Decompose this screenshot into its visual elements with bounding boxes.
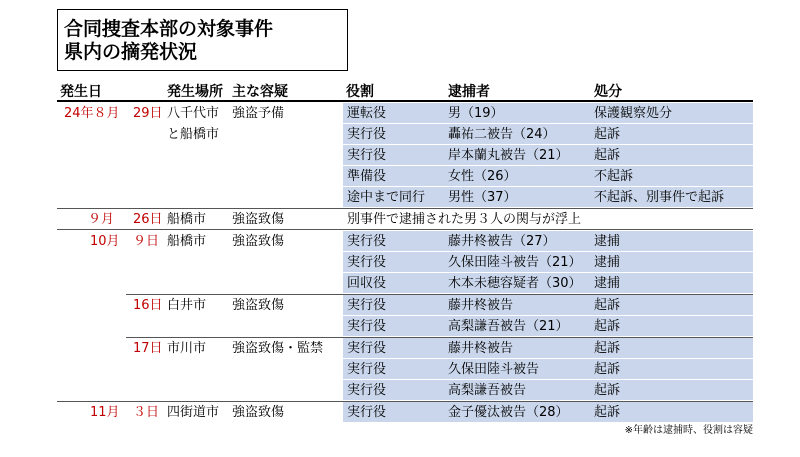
disposition-cell: 起訴 — [594, 298, 621, 313]
date-cell: 24年８月 — [64, 106, 120, 121]
table-row — [0, 273, 800, 294]
day-cell: 16日 — [133, 298, 163, 313]
table-row — [0, 124, 800, 145]
disposition-cell: 起訴 — [594, 362, 621, 377]
arrested-cell: 藤井柊被告（27） — [448, 234, 556, 249]
table-row — [0, 338, 800, 359]
date-cell: 11月 — [90, 405, 120, 420]
title-box — [57, 9, 348, 71]
disposition-cell: 起訴 — [594, 127, 621, 142]
page-subtitle: 県内の摘発状況 — [64, 41, 198, 63]
arrested-cell: 轟祐二被告（24） — [448, 127, 556, 142]
table-row — [0, 209, 800, 230]
header-disposition: 処分 — [594, 84, 622, 100]
table-row — [0, 402, 800, 423]
date-cell: 10月 — [90, 234, 120, 249]
disposition-cell: 不起訴、別事件で起訴 — [594, 190, 725, 205]
table-row — [0, 231, 800, 252]
role-cell: 運転役 — [347, 106, 387, 121]
role-cell: 実行役 — [347, 405, 387, 420]
place-cell: 市川市 — [167, 341, 207, 356]
table-row — [0, 295, 800, 316]
role-cell: 実行役 — [347, 319, 387, 334]
role-cell: 実行役 — [347, 298, 387, 313]
row-band — [343, 295, 753, 316]
footnote: ※年齢は逮捕時、役割は容疑 — [624, 425, 753, 436]
arrested-cell: 高梨謙吾被告 — [448, 383, 527, 398]
place-cell: 船橋市 — [167, 212, 207, 227]
header-rule — [57, 100, 753, 102]
day-cell: 29日 — [133, 106, 163, 121]
arrested-cell: 金子優汰被告（28） — [448, 405, 569, 420]
disposition-cell: 起訴 — [594, 341, 621, 356]
arrested-cell: 女性（26） — [448, 169, 517, 184]
date-cell: ９月 — [88, 212, 115, 227]
row-band — [343, 380, 753, 401]
table-row — [0, 252, 800, 273]
arrested-cell: 高梨謙吾被告（21） — [448, 319, 569, 334]
disposition-cell: 起訴 — [594, 405, 621, 420]
role-cell: 準備役 — [347, 169, 387, 184]
role-cell: 実行役 — [347, 148, 387, 163]
header-date: 発生日 — [60, 84, 102, 100]
day-cell: 26日 — [133, 212, 163, 227]
disposition-cell: 不起訴 — [594, 169, 634, 184]
header-arrested: 逮捕者 — [448, 84, 490, 100]
role-cell: 途中まで同行 — [347, 190, 426, 205]
day-cell: 17日 — [133, 341, 163, 356]
charge-cell: 強盗致傷 — [232, 405, 285, 420]
arrested-cell: 岸本蘭丸被告（21） — [448, 148, 569, 163]
arrested-cell: 男性（37） — [448, 190, 517, 205]
disposition-cell: 起訴 — [594, 319, 621, 334]
table-row — [0, 380, 800, 401]
charge-cell: 強盗予備 — [232, 106, 285, 121]
charge-cell: 強盗致傷・監禁 — [232, 341, 324, 356]
disposition-cell: 起訴 — [594, 148, 621, 163]
disposition-cell: 保護観察処分 — [594, 106, 673, 121]
role-cell: 実行役 — [347, 255, 387, 270]
arrested-cell: 木本未穂容疑者（30） — [448, 276, 582, 291]
header-place: 発生場所 — [167, 84, 223, 100]
table-row — [0, 359, 800, 380]
charge-cell: 強盗致傷 — [232, 298, 285, 313]
arrested-cell: 藤井柊被告 — [448, 341, 514, 356]
place-cell: と船橋市 — [167, 127, 220, 142]
charge-cell: 強盗致傷 — [232, 212, 285, 227]
role-cell: 実行役 — [347, 127, 387, 142]
row-band — [343, 338, 753, 359]
row-band — [343, 166, 753, 187]
place-cell: 八千代市 — [167, 106, 220, 121]
disposition-cell: 逮捕 — [594, 255, 621, 270]
day-cell: ３日 — [133, 405, 160, 420]
role-cell: 実行役 — [347, 383, 387, 398]
role-cell: 実行役 — [347, 234, 387, 249]
disposition-cell: 逮捕 — [594, 276, 621, 291]
table-row — [0, 103, 800, 124]
disposition-cell: 起訴 — [594, 383, 621, 398]
arrested-cell: 久保田陸斗被告 — [448, 362, 540, 377]
header-role: 役割 — [346, 84, 374, 100]
day-cell: ９日 — [133, 234, 160, 249]
place-cell: 白井市 — [167, 298, 207, 313]
role-cell: 実行役 — [347, 362, 387, 377]
arrested-cell: 男（19） — [448, 106, 504, 121]
table-row — [0, 316, 800, 337]
arrested-cell: 久保田陸斗被告（21） — [448, 255, 582, 270]
group-rule — [57, 229, 753, 230]
table-row — [0, 187, 800, 208]
row-band — [343, 103, 753, 124]
page-title: 合同捜査本部の対象事件 — [64, 18, 274, 40]
table-row — [0, 166, 800, 187]
row-band — [343, 359, 753, 380]
role-cell: 実行役 — [347, 341, 387, 356]
place-cell: 船橋市 — [167, 234, 207, 249]
charge-cell: 強盗致傷 — [232, 234, 285, 249]
arrested-cell: 藤井柊被告 — [448, 298, 514, 313]
header-charge: 主な容疑 — [232, 84, 288, 100]
disposition-cell: 逮捕 — [594, 234, 621, 249]
place-cell: 四街道市 — [167, 405, 220, 420]
remark-cell: 別事件で逮捕された男３人の関与が浮上 — [347, 212, 582, 227]
table-row — [0, 145, 800, 166]
role-cell: 回収役 — [347, 276, 387, 291]
